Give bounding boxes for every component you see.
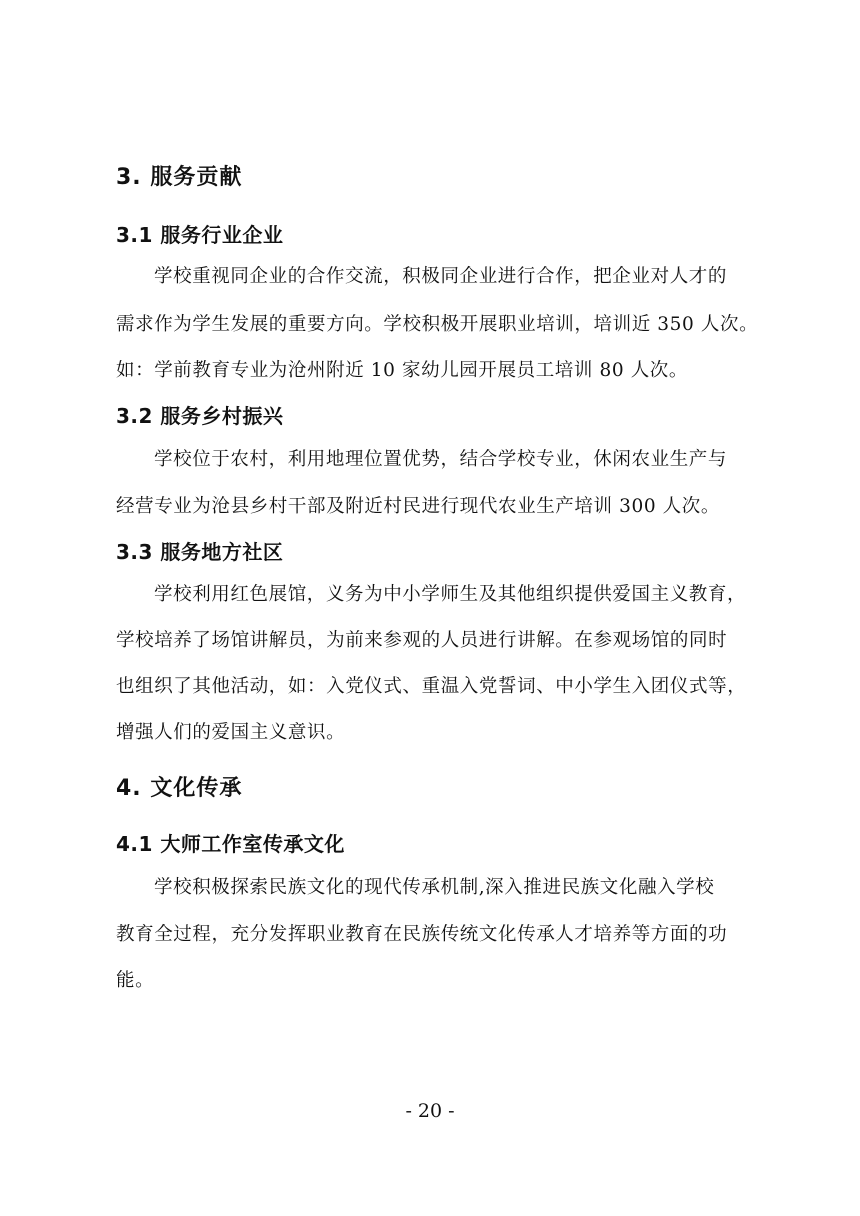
section-3-3-heading: 3.3 服务地方社区: [116, 540, 284, 564]
paragraph-line: 学校位于农村，利用地理位置优势，结合学校专业，休闲农业生产与: [154, 449, 728, 470]
paragraph-line: 学校利用红色展馆，义务为中小学师生及其他组织提供爱国主义教育，: [154, 584, 747, 605]
page-number: - 20 -: [405, 1100, 455, 1122]
section-4-heading: 4. 文化传承: [116, 776, 243, 801]
paragraph-line: 增强人们的爱国主义意识。: [116, 722, 346, 743]
section-3-heading: 3. 服务贡献: [116, 165, 243, 190]
section-3-2-heading: 3.2 服务乡村振兴: [116, 404, 284, 428]
paragraph-line: 教育全过程，充分发挥职业教育在民族传统文化传承人才培养等方面的功: [116, 924, 728, 945]
section-3-1-heading: 3.1 服务行业企业: [116, 223, 284, 247]
paragraph-line: 学校重视同企业的合作交流，积极同企业进行合作，把企业对人才的: [154, 266, 728, 287]
paragraph-line: 经营专业为沧县乡村干部及附近村民进行现代农业生产培训 300 人次。: [116, 496, 720, 517]
paragraph-line: 需求作为学生发展的重要方向。学校积极开展职业培训，培训近 350 人次。: [116, 314, 759, 335]
section-4-1-heading: 4.1 大师工作室传承文化: [116, 832, 345, 856]
paragraph-line: 学校积极探索民族文化的现代传承机制,深入推进民族文化融入学校: [154, 877, 715, 898]
paragraph-line: 学校培养了场馆讲解员，为前来参观的人员进行讲解。在参观场馆的同时: [116, 630, 728, 651]
paragraph-line: 也组织了其他活动，如：入党仪式、重温入党誓词、中小学生入团仪式等，: [116, 676, 747, 697]
paragraph-line: 如：学前教育专业为沧州附近 10 家幼儿园开展员工培训 80 人次。: [116, 360, 689, 381]
paragraph-line: 能。: [116, 970, 155, 991]
